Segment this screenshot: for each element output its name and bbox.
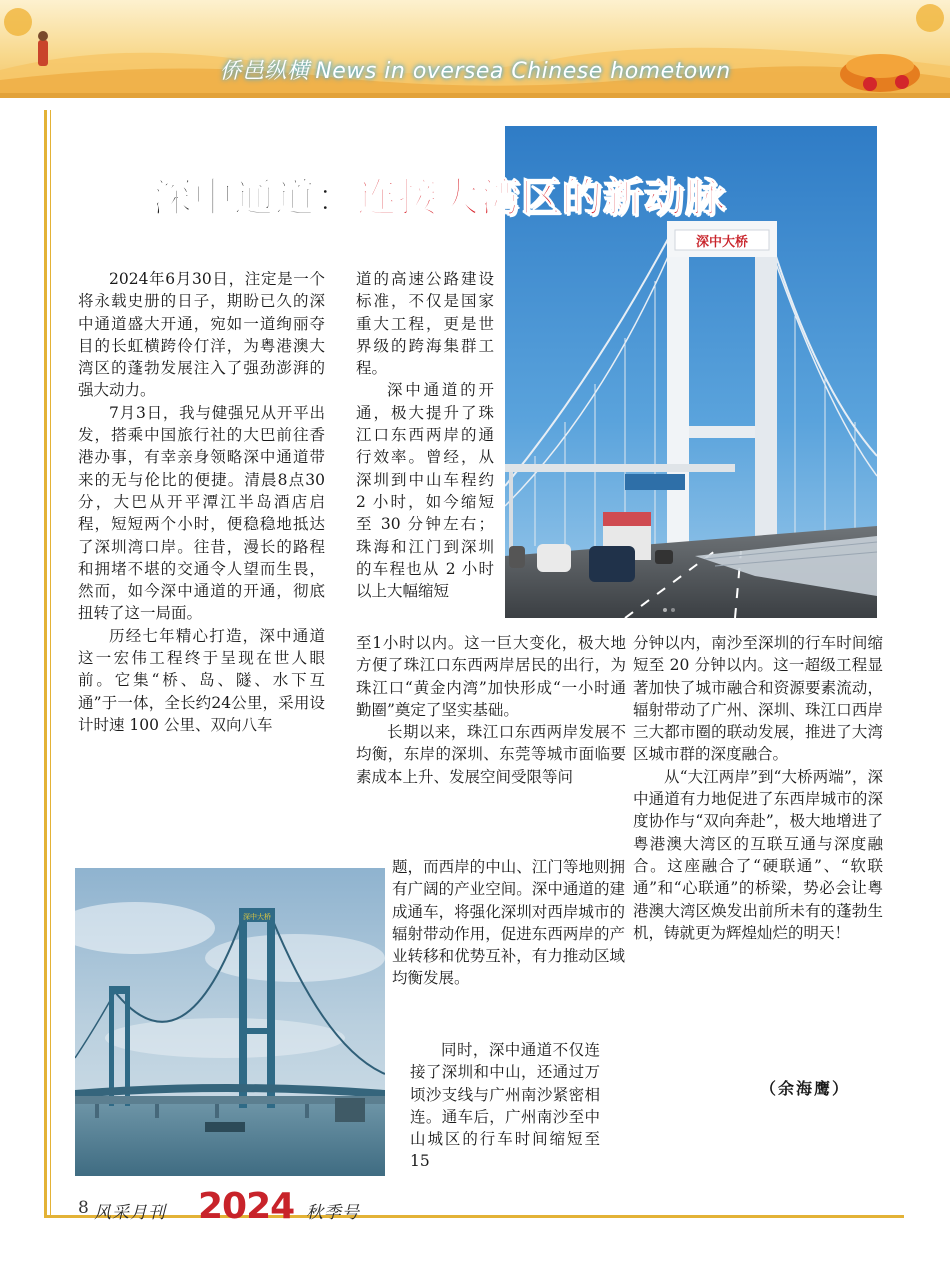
section-title-en: News in oversea Chinese hometown [315,59,731,84]
page-footer [78,1186,438,1230]
section-title [0,54,950,85]
article-title-part2: 连接大湾区的新动脉 [357,175,726,221]
paragraph: 从“大江两岸”到“大桥两端”，深中通道有力地促进了东西岸城市的深度协作与“双向奔赴”，极大地增进了粤港澳大湾区的互联互通与深度融合。这座融合了“硬联通”、“软联通”和“心联通”的桥梁，势必会让粤港澳大湾区焕发出前所未有的蓬勃生机，铸就更为辉煌灿烂的明天！ [633,767,883,942]
paragraph: 分钟以内，南沙至深圳的行车时间缩短至 20 分钟以内。这一超级工程显著加快了城市融合和资源要素流动，辐射带动了广州、深圳、珠江口西岸三大都市圈的联动发展，推进了大湾区城市群的深度融合。 [633,634,883,764]
header-banner [0,0,950,98]
issue-year: 2024 [198,1186,295,1227]
paragraph: 2024年6月30日，注定是一个将永载史册的日子，期盼已久的深中通道盛大开通，宛如一道绚丽夺目的长虹横跨伶仃洋，为粤港澳大湾区的蓬勃发展注入了强劲澎湃的强大动力。 [78,270,325,400]
issue-season: 秋季号 [306,1203,360,1223]
bridge-sign-text-small: 深中大桥 [243,913,271,921]
paragraph: 7月3日，我与健强兄从开平出发，搭乘中国旅行社的大巴前往香港办事，有幸亲身领略深中通道带来的无与伦比的便捷。清晨8点30分，大巴从开平潭江半岛酒店启程，短短两个小时，便稳稳地抵达了深圳湾口岸。往昔，漫长的路程和拥堵不堪的交通令人望而生畏，然而，如今深中通道的开通，彻底扭转了这一局面。 [78,403,325,623]
paragraph: 至1小时以内。这一巨大变化，极大地方便了珠江口东西两岸居民的出行，为珠江口“黄金内湾”加快形成“一小时通勤圈”奠定了坚实基础。 [356,634,626,719]
article-column-2-middle [356,632,626,788]
page-number: 8 [78,1198,89,1218]
paragraph: 历经七年精心打造，深中通道这一宏伟工程终于呈现在世人眼前。它集“桥、岛、隧、水下互通”于一体，全长约24公里，采用设计时速 100 公里、双向八车 [78,626,325,734]
gold-frame-line-inner [50,110,51,1215]
article-column-2-bottom [410,1039,600,1173]
article-column-3 [633,632,883,944]
magazine-name: 风采月刊 [94,1203,166,1223]
article-title-part1: 深中通道： [152,175,357,221]
article-column-1 [78,268,325,736]
paragraph: 长期以来，珠江口东西两岸发展不均衡，东岸的深圳、东莞等城市面临要素成本上升、发展空间受限等问 [356,723,626,786]
banner-divider [0,93,950,98]
author-byline: （余海鹰） [760,1079,851,1098]
paragraph: 同时，深中通道不仅连接了深圳和中山，还通过万顷沙支线与广州南沙紧密相连。通车后，广州南沙至中山城区的行车时间缩短至 15 [410,1041,600,1171]
bridge-sign-text: 深中大桥 [695,235,749,250]
article-column-2-top [356,268,494,602]
bridge-photo-bottom [75,868,385,1176]
section-title-cn: 侨邑纵横 [219,59,310,84]
paragraph: 深中通道的开通，极大提升了珠江口东西两岸的通行效率。曾经，从深圳到中山车程约 2 小时，如今缩短至 30 分钟左右；珠海和江门到深圳的车程也从 2 小时以上大幅缩短 [356,381,494,601]
paragraph: 题，而西岸的中山、江门等地则拥有广阔的产业空间。深中通道的建成通车，将强化深圳对西岸城市的辐射带动作用，促进东西两岸的产业转移和优势互补，有力推动区域均衡发展。 [392,858,625,988]
article-column-2-lower [392,856,625,990]
paragraph: 道的高速公路建设标准，不仅是国家重大工程，更是世界级的跨海集群工程。 [356,270,494,378]
article-title [152,166,812,226]
gold-frame-line [44,110,47,1215]
